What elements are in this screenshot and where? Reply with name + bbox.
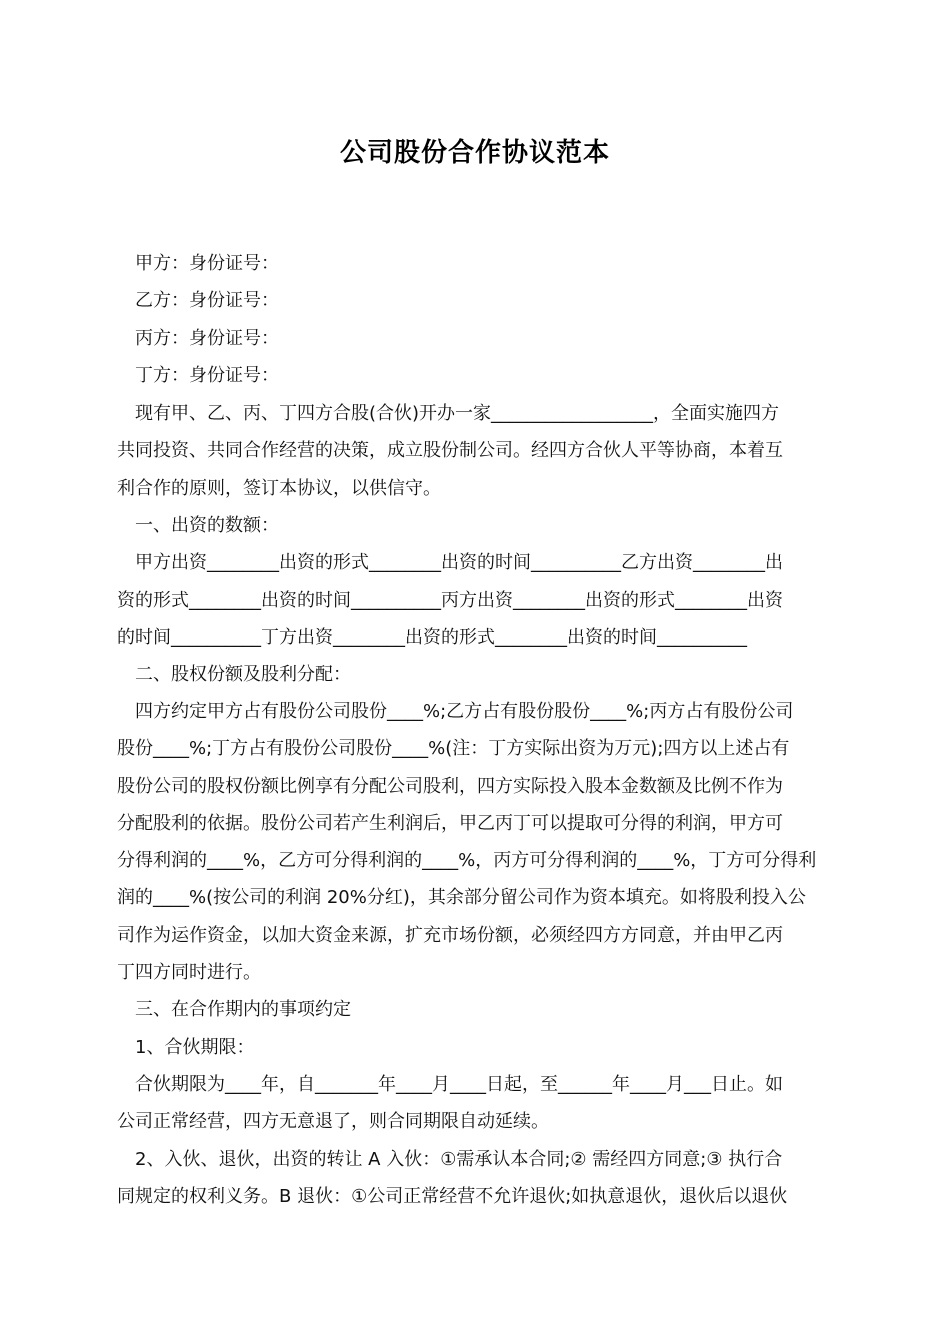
paragraph-line: 公司正常经营，四方无意退了，则合同期限自动延续。 — [117, 1111, 549, 1132]
party-a-line: 甲方：身份证号： — [135, 253, 279, 274]
subsection-heading: 1、合伙期限： — [135, 1037, 255, 1058]
paragraph-line: 丁四方同时进行。 — [117, 962, 261, 983]
paragraph-line: 的时间__________丁方出资________出资的形式________出资的时间__________ — [117, 627, 747, 648]
document-title: 公司股份合作协议范本 — [339, 138, 610, 168]
paragraph-line: 甲方出资________出资的形式________出资的时间__________乙方出资________出 — [135, 552, 783, 573]
section-heading: 二、股权份额及股利分配： — [135, 664, 351, 685]
paragraph-line: 同规定的权利义务。B 退伙：①公司正常经营不允许退伙;如执意退伙，退伙后以退伙 — [117, 1186, 788, 1207]
paragraph-line: 2、入伙、退伙，出资的转让 A 入伙：①需承认本合同;② 需经四方同意;③ 执行合 — [135, 1149, 783, 1170]
paragraph-line: 资的形式________出资的时间__________丙方出资________出资的形式________出资 — [117, 590, 783, 611]
paragraph-line: 利合作的原则，签订本协议，以供信守。 — [117, 478, 441, 499]
paragraph-line: 分配股利的依据。股份公司若产生利润后，甲乙丙丁可以提取可分得的利润，甲方可 — [117, 813, 783, 834]
paragraph-line: 合伙期限为____年，自_______年____月____日起，至______年____月___日止。如 — [135, 1074, 783, 1095]
paragraph-line: 司作为运作资金，以加大资金来源，扩充市场份额，必须经四方方同意，并由甲乙丙 — [117, 925, 783, 946]
party-d-line: 丁方：身份证号： — [135, 365, 279, 386]
section-heading: 一、出资的数额： — [135, 515, 279, 536]
party-c-line: 丙方：身份证号： — [135, 328, 279, 349]
section-heading: 三、在合作期内的事项约定 — [135, 999, 351, 1020]
party-b-line: 乙方：身份证号： — [135, 290, 279, 311]
paragraph-line: 分得利润的____%，乙方可分得利润的____%，丙方可分得利润的____%，丁方可分得利 — [117, 850, 817, 871]
paragraph-line: 共同投资、共同合作经营的决策，成立股份制公司。经四方合伙人平等协商，本着互 — [117, 440, 783, 461]
paragraph-line: 润的____%(按公司的利润 20%分红)，其余部分留公司作为资本填充。如将股利投入公 — [117, 887, 806, 908]
paragraph-line: 四方约定甲方占有股份公司股份____%;乙方占有股份股份____%;丙方占有股份公司 — [135, 701, 794, 722]
paragraph-line: 股份公司的股权份额比例享有分配公司股利，四方实际投入股本金数额及比例不作为 — [117, 776, 783, 797]
paragraph-line: 现有甲、乙、丙、丁四方合股(合伙)开办一家__________________，全面实施四方 — [135, 403, 780, 424]
paragraph-line: 股份____%;丁方占有股份公司股份____%(注：丁方实际出资为万元);四方以上述占有 — [117, 738, 790, 759]
